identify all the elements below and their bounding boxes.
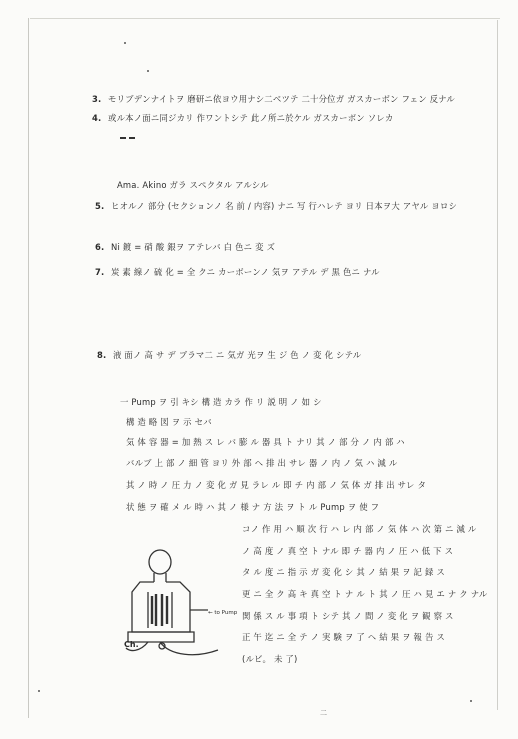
boxed-mark (120, 137, 126, 139)
item-5 (92, 155, 108, 166)
item-number: 8. (97, 350, 107, 360)
section-line-4 (126, 458, 397, 469)
section-text: 状 態 ヲ 確 メ ル 時 ハ 其 ノ 様 ナ 方 法 ヲ ト ル Pump ヲ 使 フ (126, 502, 380, 512)
section-line-11 (242, 611, 454, 622)
section-text: 一 Pump ヲ 引 キシ 構 造 カラ 作 リ 説 明 ノ 如 シ (120, 397, 322, 407)
ink-speck (38, 690, 40, 692)
section-line-5 (126, 480, 426, 491)
section-line-8 (242, 546, 453, 557)
figure-label-text: Ch. (124, 640, 139, 649)
item-number: 4. (92, 113, 102, 123)
item-7 (95, 220, 111, 231)
pump-label-text: ← to Pump (208, 610, 238, 616)
section-text: バルブ 上 部 ノ 細 管 ヨリ 外 部 へ 排 出 サレ 器 ノ 内 ノ 気 ハ 減 ル (126, 458, 398, 468)
bulb-outline (149, 550, 171, 574)
boxed-mark (129, 137, 135, 139)
section-line-13 (242, 654, 297, 665)
item-9 (95, 267, 380, 278)
item-text: 或ル本ノ面ニ同ジカリ 作ワントシテ 此ノ所ニ於ケル ガスカーボン ソレカ (108, 113, 394, 123)
section-line-2 (126, 417, 212, 428)
left-border-line (28, 18, 29, 718)
section-text: ノ 高 度 ノ 真 空 ト ナル 即 チ 器 内 ノ 圧 ハ 低 下 ス (242, 546, 454, 556)
section-text: タ ル 度 ニ 指 示 ガ 変 化 シ 其 ノ 結 果 ヲ 記 録 ス (242, 567, 446, 577)
item-4 (92, 113, 393, 124)
item-text: 炭 素 線ノ 硫 化 = 全 クニ カーボーンノ 気ヲ アテル デ 黒 色ニ ナル (111, 267, 380, 277)
section-text: コノ 作 用 ハ 順 次 行 ハ レ 内 部 ノ 気 体 ハ 次 第 ニ 減 ル (242, 524, 477, 534)
section-line-3 (126, 437, 405, 448)
item-number: 7. (95, 267, 105, 277)
section-text: 構 造 略 図 ヲ 示 セバ (126, 417, 212, 427)
tube-hatching (152, 594, 167, 626)
section-line-12 (242, 632, 445, 643)
item-text: Ni 鍍 = 硝 酸 銀ヲ アテレバ 白 色ニ 変 ズ (111, 242, 276, 252)
item-text: Ama. Akino ガラ スペクタル アルシル (117, 180, 269, 190)
item-10 (97, 350, 361, 361)
top-border-line (30, 18, 500, 19)
section-text: 更 ニ 全 ク 高 キ 真 空 ト ナ ル ト 其 ノ 圧 ハ 見 エ ナ ク ナル (242, 589, 488, 599)
item-number: 5. (95, 201, 105, 211)
section-text: 気 体 容 器 = 加 熱 ス レ バ 膨 ル 器 具 ト ナリ 其 ノ 部 分 ノ 内 部 ハ (126, 437, 405, 447)
ink-speck (147, 70, 149, 72)
item-3 (92, 94, 455, 105)
item-text: モリブデンナイトヲ 磨研ニ依ヨウ用ナシ二ベツテ 二十分位ガ ガスカーボン フェン 反ナル (108, 94, 455, 104)
page-mark (320, 708, 327, 718)
section-line-9 (242, 567, 445, 578)
section-text: (ルビ。 未 了) (242, 654, 298, 664)
ink-speck (124, 42, 126, 44)
section-line-6 (126, 502, 379, 513)
section-line-1 (120, 397, 322, 408)
section-text: 正 午 迄 ニ 全 テ ノ 実 験 ヲ 了 ヘ 結 果 ヲ 報 告 ス (242, 632, 446, 642)
item-number: 3. (92, 94, 102, 104)
item-text: ヒオルノ 部分 (セクションノ 名 前 / 内容) ナニ 写 行ハレテ ヨリ 日本ヲ大 アヤル ヨロシ (111, 201, 458, 211)
figure-label (124, 640, 139, 649)
item-number: 6. (95, 242, 105, 252)
item-text: 液 面ノ 高 サ デ ブラマ二 ニ 気ガ 光ヲ 生 ジ 色 ノ 変 化 シテル (113, 350, 362, 360)
pump-label (208, 610, 237, 616)
item-6 (95, 201, 457, 212)
section-text: 関 係 ス ル 事 項 ト シテ 其 ノ 間 ノ 変 化 ヲ 観 察 ス (242, 611, 454, 621)
item-4-continuation (117, 131, 135, 142)
right-border-line (497, 20, 498, 710)
hose-line (160, 642, 218, 655)
ink-speck (470, 700, 472, 702)
page-mark-text: 二 (320, 709, 327, 717)
item-5-continuation (117, 180, 269, 191)
section-text: 其 ノ 時 ノ 圧 力 ノ 変 化 ガ 見 ラレ ル 即 チ 内 部 ノ 気 体 ガ 排 出 サレ タ (126, 480, 427, 490)
section-line-7 (242, 524, 476, 535)
section-line-10 (242, 589, 487, 600)
item-8 (95, 242, 275, 253)
